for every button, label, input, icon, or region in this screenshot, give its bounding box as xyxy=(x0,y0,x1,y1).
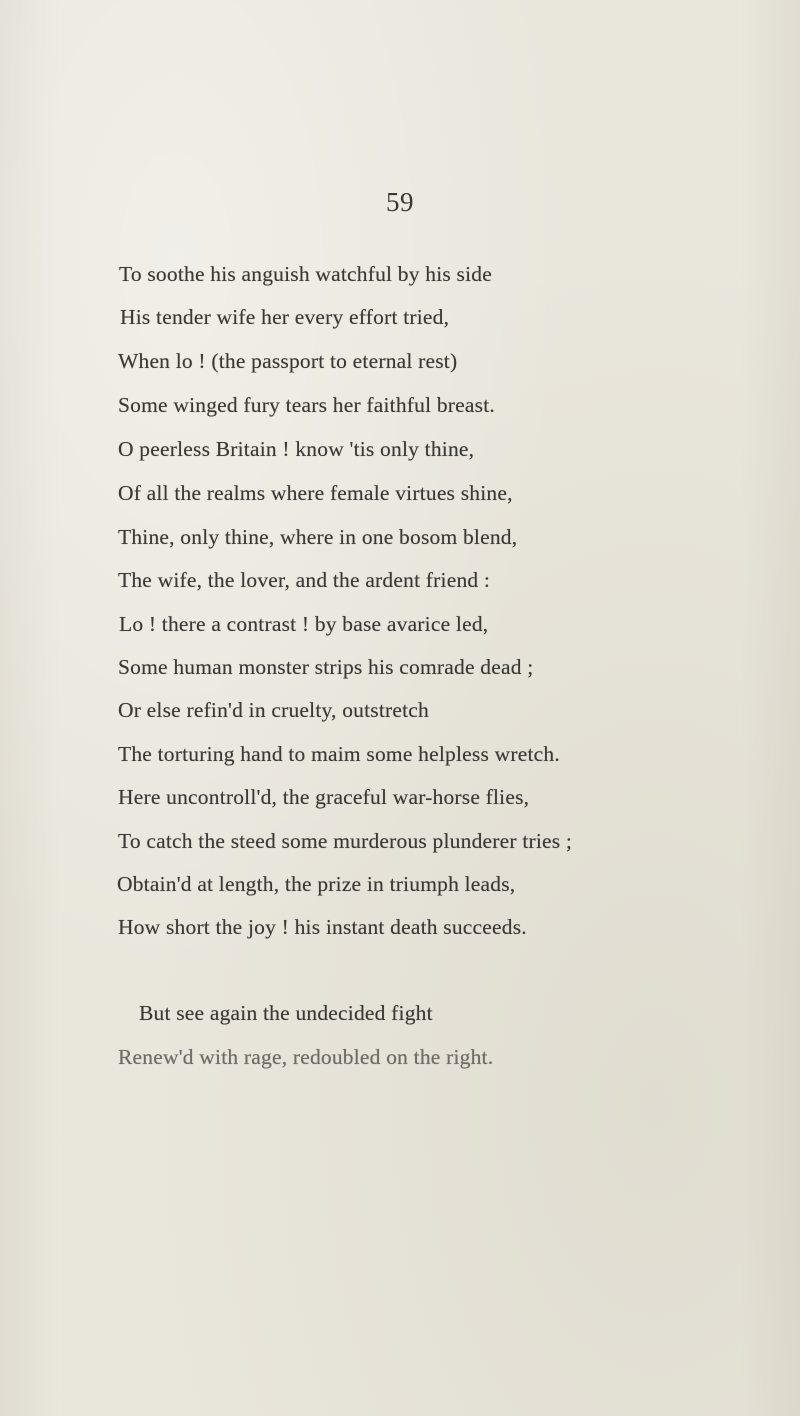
verse-line: To catch the steed some murderous plunderer tries ; xyxy=(118,829,573,853)
verse-line: Renew'd with rage, redoubled on the right. xyxy=(118,1045,494,1069)
verse-line: The torturing hand to maim some helpless wretch. xyxy=(118,742,560,766)
verse-line: But see again the undecided fight xyxy=(139,1001,433,1025)
verse-line: Lo ! there a contrast ! by base avarice led, xyxy=(119,612,489,636)
verse-line: Of all the realms where female virtues shine, xyxy=(118,481,513,505)
verse-line: How short the joy ! his instant death succeeds. xyxy=(118,915,527,939)
verse-line: When lo ! (the passport to eternal rest) xyxy=(118,349,458,373)
verse-line: His tender wife her every effort tried, xyxy=(120,305,450,329)
verse-line: Or else refin'd in cruelty, outstretch xyxy=(118,698,429,722)
verse-line: Some winged fury tears her faithful breast. xyxy=(118,393,495,417)
verse-line: The wife, the lover, and the ardent friend : xyxy=(118,568,491,592)
verse-line: Thine, only thine, where in one bosom blend, xyxy=(118,525,518,549)
verse-line: Some human monster strips his comrade dead ; xyxy=(118,655,534,679)
verse-line: To soothe his anguish watchful by his side xyxy=(119,262,492,286)
page-number: 59 xyxy=(386,187,414,217)
verse-line: Here uncontroll'd, the graceful war-horse flies, xyxy=(118,785,530,809)
verse-line: O peerless Britain ! know 'tis only thine, xyxy=(118,437,475,461)
verse-line: Obtain'd at length, the prize in triumph leads, xyxy=(117,872,516,896)
